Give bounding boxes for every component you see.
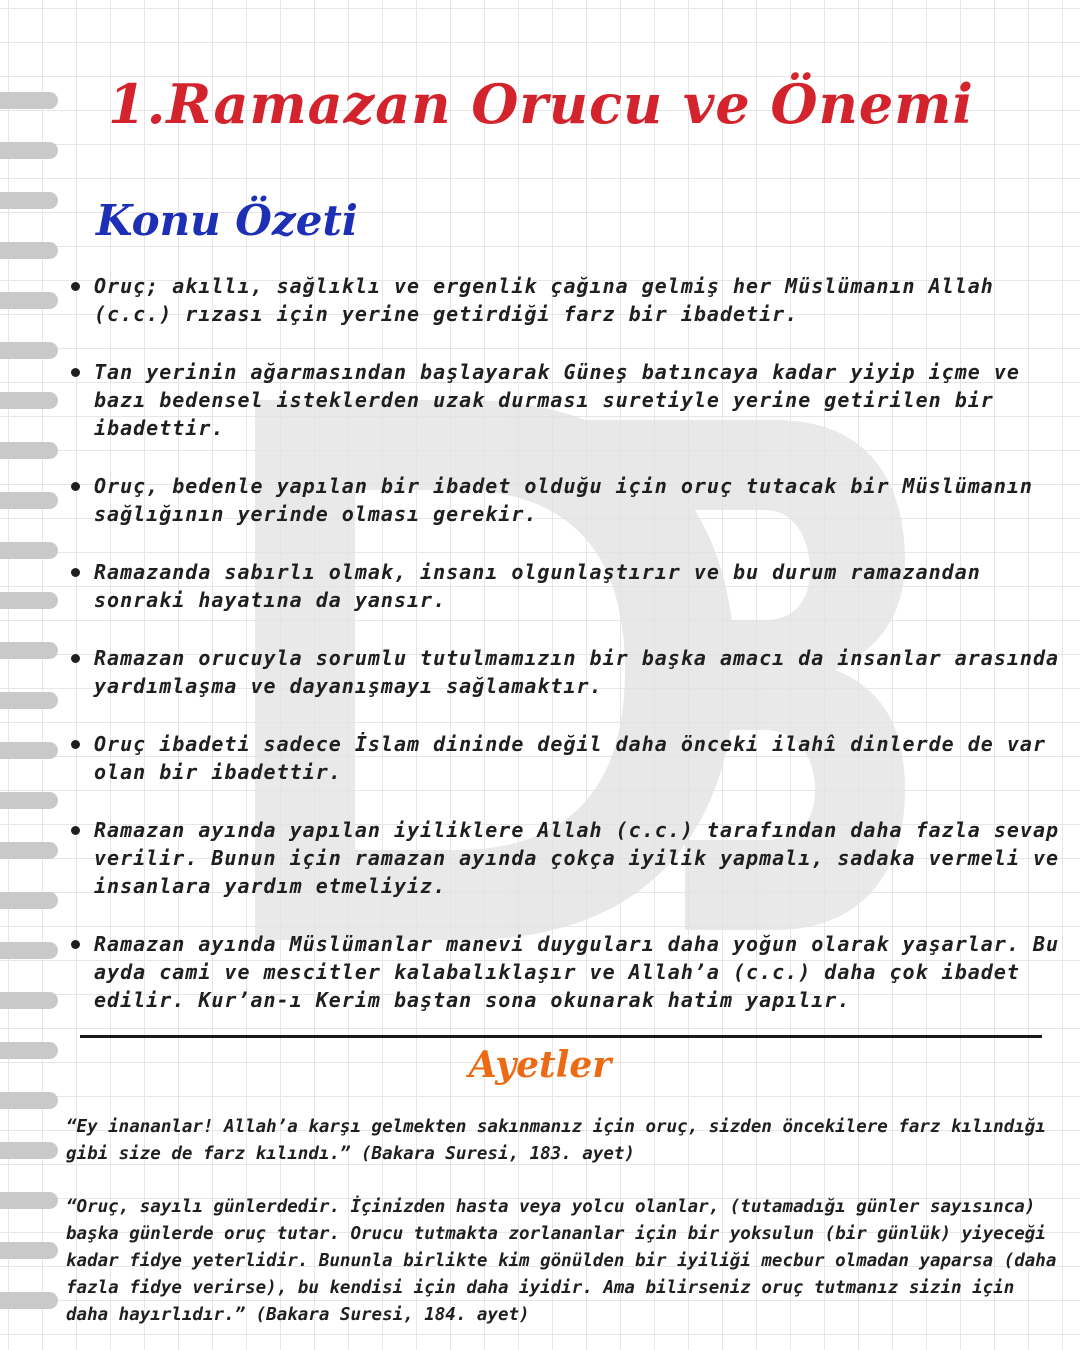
summary-item: Ramazanda sabırlı olmak, insanı olgunlaştırır ve bu durum ramazandan sonraki hayatına da yansır.: [66, 558, 1066, 614]
binder-ring-icon: [0, 342, 58, 359]
notebook-binder: [0, 0, 60, 1350]
binder-ring-icon: [0, 392, 58, 409]
binder-ring-icon: [0, 292, 58, 309]
verse-paragraph: “Ey inananlar! Allah’a karşı gelmekten sakınmanız için oruç, sizden öncekilere farz kılındığı gibi size de farz kılındı.” (Bakara Suresi, 183. ayet): [66, 1117, 1046, 1164]
summary-item: Tan yerinin ağarmasından başlayarak Güneş batıncaya kadar yiyip içme ve bazı bedensel isteklerden uzak durması suretiyle yerine getirilen bir ibadettir.: [66, 358, 1066, 442]
binder-ring-icon: [0, 642, 58, 659]
binder-ring-icon: [0, 1192, 58, 1209]
summary-item: Oruç, bedenle yapılan bir ibadet olduğu için oruç tutacak bir Müslümanın sağlığının yerinde olması gerekir.: [66, 472, 1066, 528]
binder-ring-icon: [0, 692, 58, 709]
binder-ring-icon: [0, 892, 58, 909]
binder-ring-icon: [0, 92, 58, 109]
section-divider: [80, 1035, 1042, 1038]
binder-ring-icon: [0, 242, 58, 259]
binder-ring-icon: [0, 192, 58, 209]
binder-ring-icon: [0, 1142, 58, 1159]
binder-ring-icon: [0, 942, 58, 959]
summary-item: Oruç; akıllı, sağlıklı ve ergenlik çağına gelmiş her Müslümanın Allah (c.c.) rızası için yerine getirdiği farz bir ibadetir.: [66, 272, 1066, 328]
binder-ring-icon: [0, 1092, 58, 1109]
binder-ring-icon: [0, 1292, 58, 1309]
binder-ring-icon: [0, 842, 58, 859]
binder-ring-icon: [0, 1242, 58, 1259]
binder-ring-icon: [0, 492, 58, 509]
verse-paragraph: “Oruç, sayılı günlerdedir. İçinizden hasta veya yolcu olanlar, (tutamadığı günler sayısınca) başka günlerde oruç tutar. Orucu tutmakta zorlananlar için bir yoksulun (bir günlük) yiyeceği kadar fidye yeterlidir. Bununla birlikte kim gönülden bir iyiliği mecbur olmadan yaparsa (daha fazla fidye verirse), bu kendisi için daha iyidir. Ama bilirseniz oruç tutmanız sizin için daha hayırlıdır.” (Bakara Suresi, 184. ayet): [66, 1197, 1057, 1325]
summary-item: Ramazan orucuyla sorumlu tutulmamızın bir başka amacı da insanlar arasında yardımlaşma ve dayanışmayı sağlamaktır.: [66, 644, 1066, 700]
page-title: 1.Ramazan Orucu ve Önemi: [108, 72, 974, 136]
binder-ring-icon: [0, 442, 58, 459]
binder-ring-icon: [0, 792, 58, 809]
binder-ring-icon: [0, 542, 58, 559]
verses-heading: Ayetler: [468, 1044, 612, 1086]
binder-ring-icon: [0, 142, 58, 159]
binder-ring-icon: [0, 592, 58, 609]
summary-item: Ramazan ayında Müslümanlar manevi duyguları daha yoğun olarak yaşarlar. Bu ayda cami ve mescitler kalabalıklaşır ve Allah’a (c.c.) daha çok ibadet edilir. Kur’an-ı Kerim baştan sona okunarak hatim yapılır.: [66, 930, 1066, 1014]
summary-item: Ramazan ayında yapılan iyiliklere Allah (c.c.) tarafından daha fazla sevap verilir. Bunun için ramazan ayında çokça iyilik yapmalı, sadaka vermeli ve insanlara yardım etmeliyiz.: [66, 816, 1066, 900]
binder-ring-icon: [0, 992, 58, 1009]
summary-item: Oruç ibadeti sadece İslam dininde değil daha önceki ilahî dinlerde de var olan bir ibadettir.: [66, 730, 1066, 786]
binder-ring-icon: [0, 742, 58, 759]
summary-heading: Konu Özeti: [96, 196, 358, 245]
summary-list: [66, 272, 1066, 1044]
